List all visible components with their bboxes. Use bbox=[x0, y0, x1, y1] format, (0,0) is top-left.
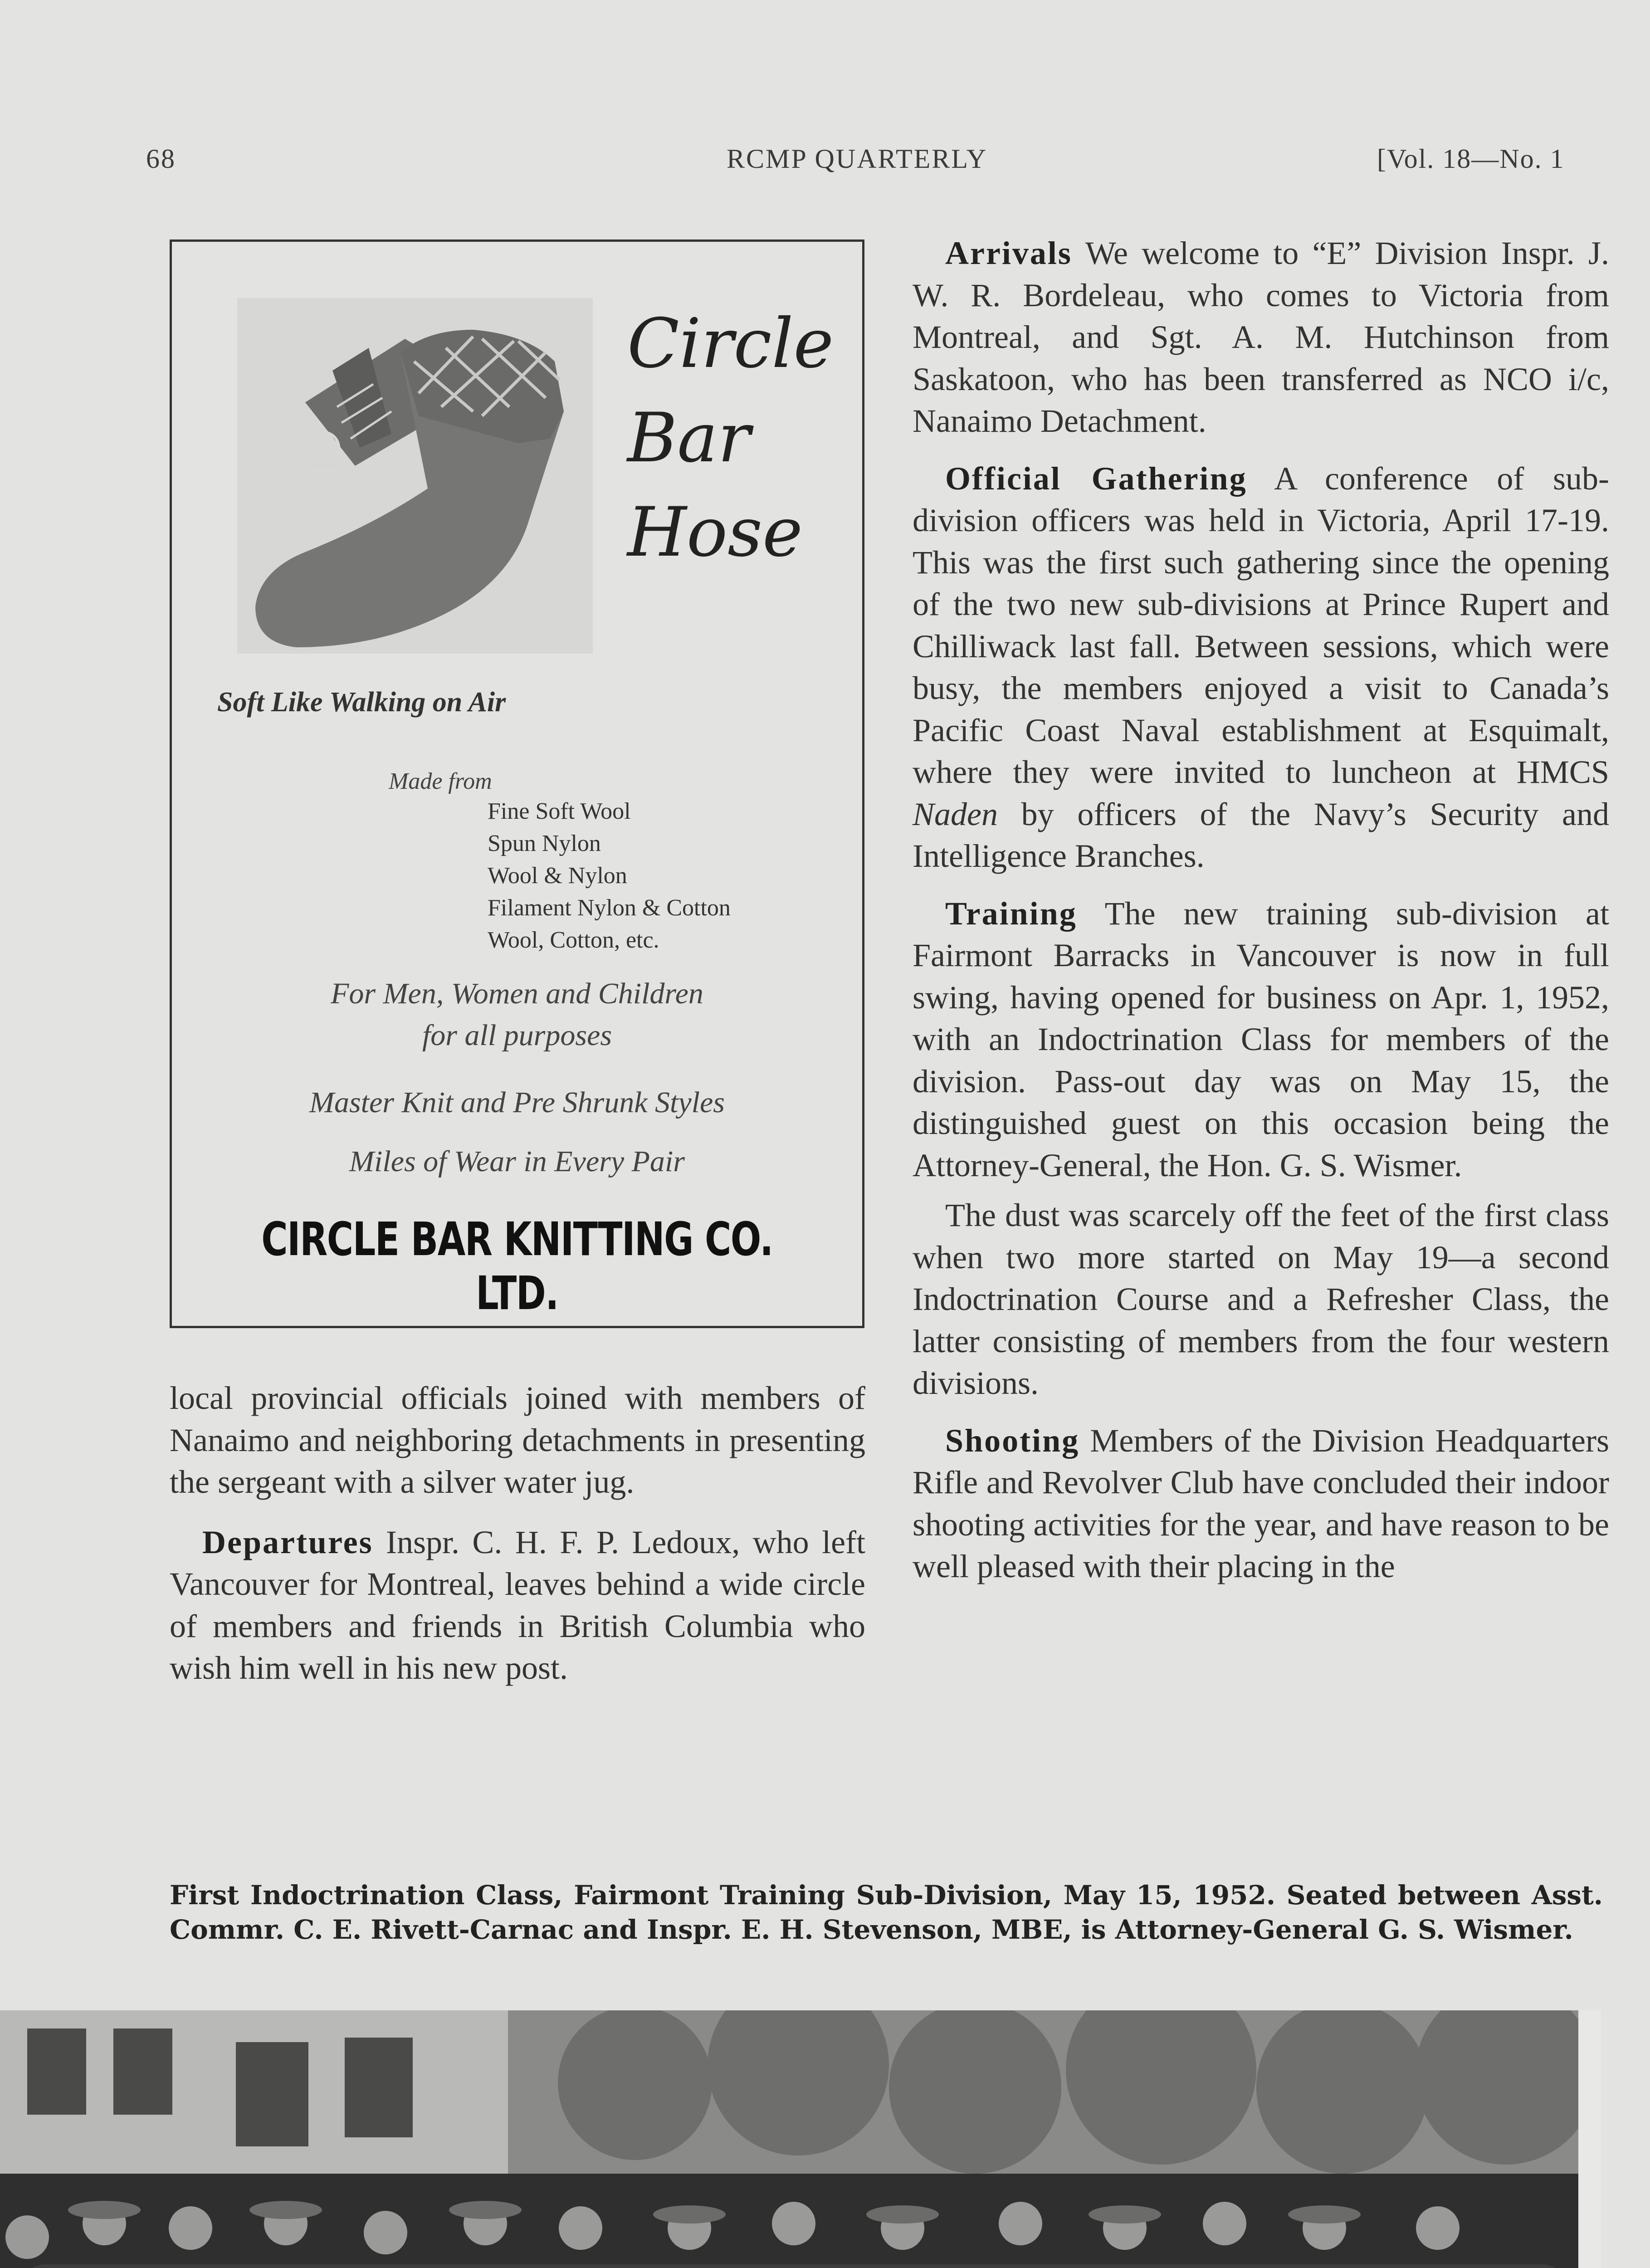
ship-name: Naden bbox=[913, 796, 998, 832]
ad-tagline: Soft Like Walking on Air bbox=[217, 687, 506, 718]
ad-script-circle: Circle bbox=[627, 304, 834, 383]
right-column bbox=[913, 232, 1609, 1588]
section-heading: Training bbox=[945, 895, 1077, 932]
journal-title: RCMP QUARTERLY bbox=[727, 144, 988, 174]
ad-wear-line: Miles of Wear in Every Pair bbox=[349, 1145, 685, 1178]
advertisement-box bbox=[170, 240, 864, 1328]
group-photograph bbox=[0, 2010, 1601, 2268]
paragraph-text: The new training sub-division at Fairmont Barracks in Vancouver is now in full swing, having opened for business on Apr. 1, 1952, with an Indoctrination Class for members of the division. Pass-out day was on May 15, the distinguished guest on this occasion being the Attorney-General, the Hon. G. S. Wismer. bbox=[913, 895, 1610, 1183]
paragraph-dust: The dust was scarcely off the feet of the first class when two more started on May 19—a second Indoctrination Course and a Refresher Class, the latter consisting of members from the four western divisions. bbox=[913, 1197, 1609, 1401]
left-column bbox=[170, 1377, 865, 1689]
paragraph-training bbox=[913, 893, 1609, 1187]
ad-material: Filament Nylon & Cotton bbox=[488, 895, 731, 921]
ad-company-name: CIRCLE BAR KNITTING CO. LTD. bbox=[261, 1212, 773, 1320]
photo-caption: First Indoctrination Class, Fairmont Training Sub-Division, May 15, 1952. Seated between Asst. Commr. C. E. Rivett-Carnac and Inspr. E. H. Stevenson, MBE, is Attorney-General G. S. Wismer. bbox=[170, 1880, 1603, 1945]
issue-label: [Vol. 18—No. 1 bbox=[1377, 144, 1565, 174]
paragraph-official-gathering bbox=[913, 458, 1609, 877]
ad-material: Spun Nylon bbox=[488, 831, 601, 856]
paragraph-shooting bbox=[913, 1420, 1609, 1588]
section-heading: Official Gathering bbox=[945, 460, 1247, 497]
ad-material: Wool & Nylon bbox=[488, 863, 627, 889]
paragraph-arrivals bbox=[913, 232, 1609, 442]
sock-illustration bbox=[237, 298, 593, 654]
ad-script-hose: Hose bbox=[627, 493, 803, 572]
section-heading: Departures bbox=[202, 1524, 373, 1560]
section-heading: Shooting bbox=[945, 1422, 1080, 1459]
ad-script-bar: Bar bbox=[627, 399, 751, 478]
ad-audience-line: For Men, Women and Children bbox=[331, 977, 703, 1010]
ad-material: Wool, Cotton, etc. bbox=[488, 927, 659, 953]
ad-made-from: Made from bbox=[389, 768, 492, 794]
paragraph-text: by officers of the Navy’s Security and Intelligence Branches. bbox=[913, 796, 1609, 874]
paragraph-continuation: local provincial officials joined with members of Nanaimo and neighboring detachments in presenting the sergeant with a silver water jug. bbox=[170, 1380, 865, 1500]
ad-material: Fine Soft Wool bbox=[488, 798, 631, 824]
ad-styles-line: Master Knit and Pre Shrunk Styles bbox=[309, 1086, 725, 1119]
ad-purposes-line: for all purposes bbox=[422, 1019, 612, 1052]
paragraph-text: Inspr. C. H. F. P. Ledoux, who left Vancouver for Montreal, leaves behind a wide circle of members and friends in British Columbia who wish him well in his new post. bbox=[170, 1524, 866, 1686]
ad-materials-list bbox=[488, 795, 731, 956]
paragraph-text: Members of the Division Headquarters Rifle and Revolver Club have concluded their indoor shooting activities for the year, and have reason to be well pleased with their placing in the bbox=[913, 1422, 1610, 1584]
paragraph-departures bbox=[170, 1521, 865, 1689]
page-number: 68 bbox=[146, 144, 176, 174]
paragraph-text: A conference of sub-division officers was held in Victoria, April 17-19. This was the first such gathering since the opening of the two new sub-divisions at Prince Rupert and Chilliwack last fall. Between sessions, which were busy, the members enjoyed a visit to Canada’s Pacific Coast Naval establishment at Esquimalt, where they were invited to luncheon at HMCS bbox=[913, 460, 1610, 790]
section-heading: Arrivals bbox=[945, 235, 1072, 271]
paragraph-text: We welcome to “E” Division Inspr. J. W. R. Bordeleau, who comes to Victoria from Montreal, and Sgt. A. M. Hutchinson from Saskatoon, who has been transferred as NCO i/c, Nanaimo Detachment. bbox=[913, 235, 1610, 439]
